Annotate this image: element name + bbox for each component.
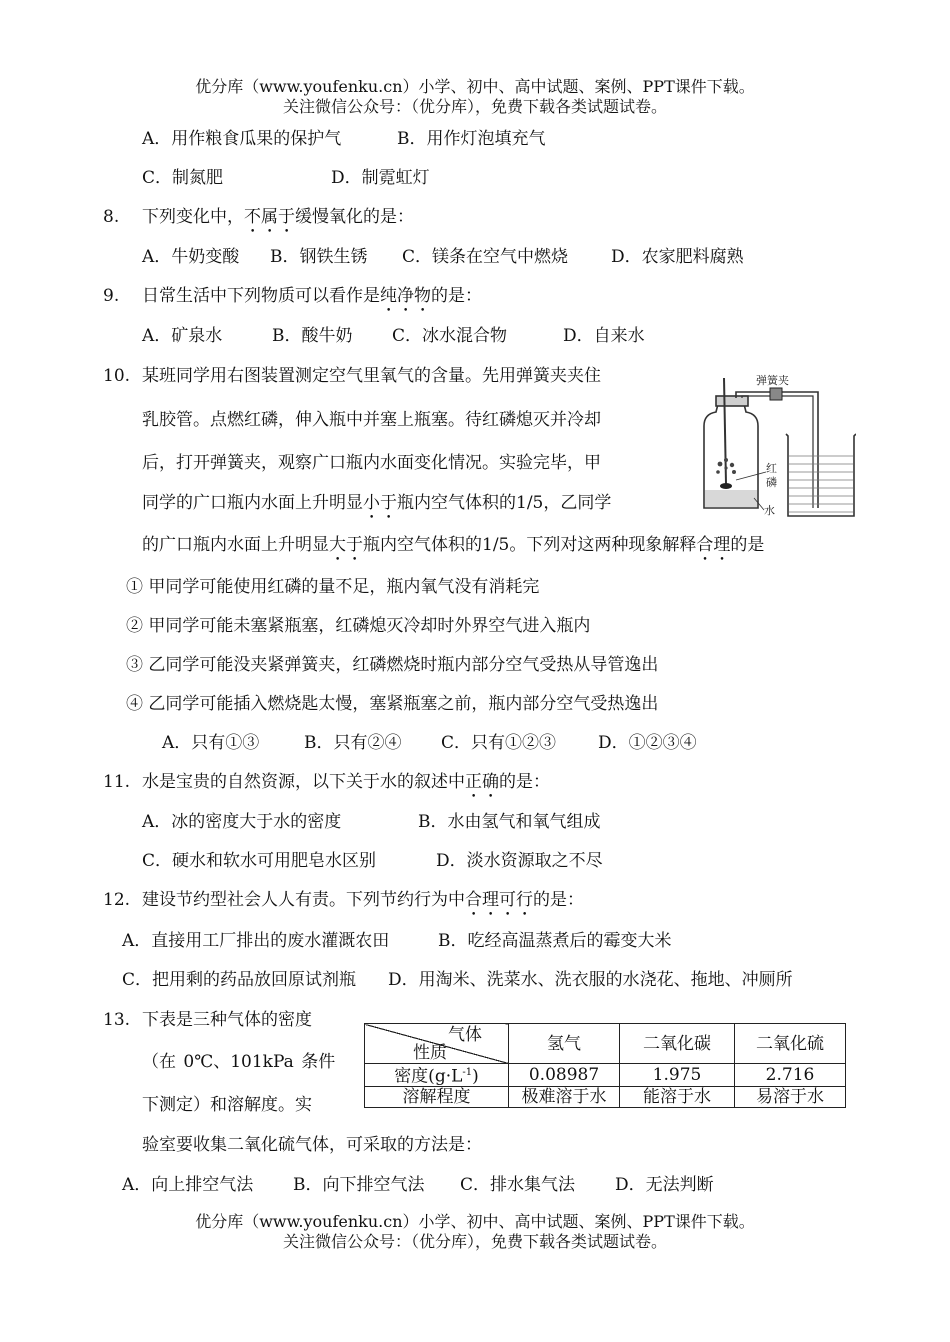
header-line-2: 关注微信公众号：（优分库），免费下载各类试题试卷。 <box>282 97 667 116</box>
q13-option-b: B．向下排空气法 <box>293 1175 425 1195</box>
q13-option-a: A．向上排空气法 <box>122 1175 254 1195</box>
q10-option-b: B．只有②④ <box>304 733 402 753</box>
q11-emphasis: 正确 <box>465 772 499 792</box>
q12-option-c: C．把用剩的药品放回原试剂瓶 <box>122 970 357 990</box>
footer-line-2: 关注微信公众号：（优分库），免费下载各类试题试卷。 <box>282 1232 667 1251</box>
table-row-density <box>365 1064 846 1087</box>
q9-number: 9. <box>103 286 120 306</box>
q11-number: 11. <box>103 772 131 792</box>
spring-clip <box>770 388 782 400</box>
q10-line-4: 同学的广口瓶内水面上升明显小于瓶内空气体积的1/5，乙同学 <box>142 493 612 513</box>
solubility-label: 溶解程度 <box>365 1086 509 1107</box>
q10-number: 10. <box>103 366 131 386</box>
q8-option-a: A．牛奶变酸 <box>142 247 240 267</box>
q8-option-b: B．钢铁生锈 <box>270 247 368 267</box>
q10-line-3: 后，打开弹簧夹，观察广口瓶内水面变化情况。实验完毕，甲 <box>142 453 601 473</box>
q10-emphasis-reasonable: 合理 <box>696 535 731 555</box>
footer-line-1: 优分库（www.youfenku.cn）小学、初中、高中试题、案例、PPT课件下载。 <box>195 1212 755 1231</box>
q8-emphasis: 不属于 <box>244 207 295 227</box>
gas-property-table <box>364 1023 846 1108</box>
q13-line-3: 下测定）和溶解度。实 <box>142 1095 312 1115</box>
gas-name-co2: 二氧化碳 <box>620 1024 735 1064</box>
q13-line-1: 下表是三种气体的密度 <box>142 1010 312 1030</box>
density-label: 密度$(g\cdot L^{-1})$ <box>365 1064 509 1087</box>
jar-water <box>705 490 757 507</box>
q11-option-c: C．硬水和软水可用肥皂水区别 <box>142 851 377 871</box>
q10-statement-3: ③ 乙同学可能没夹紧弹簧夹，红磷燃烧时瓶内部分空气受热从导管逸出 <box>126 655 659 675</box>
table-row-solubility <box>365 1086 846 1107</box>
corner-property-label: 性质 <box>413 1042 447 1063</box>
q11-option-b: B．水由氢气和氧气组成 <box>418 812 601 832</box>
q8-stem: 下列变化中，不属于缓慢氧化的是： <box>142 207 414 227</box>
apparatus-diagram <box>696 368 856 518</box>
q8-number: 8. <box>103 207 120 227</box>
label-red: 红 <box>766 462 777 475</box>
q10-option-d: D．①②③④ <box>598 733 697 753</box>
q12-emphasis: 合理可行 <box>465 890 533 910</box>
q13-number: 13. <box>103 1010 131 1030</box>
corner-gas-label: 气体 <box>448 1024 482 1045</box>
q12-stem: 建设节约型社会人人有责。下列节约行为中合理可行的是： <box>142 890 584 910</box>
q8-option-d: D．农家肥料腐熟 <box>611 247 744 267</box>
density-co2: 1.975 <box>620 1064 735 1087</box>
table-header-row <box>365 1024 846 1064</box>
solubility-hydrogen: 极难溶于水 <box>509 1086 620 1107</box>
q7-option-a: A．用作粮食瓜果的保护气 <box>142 129 342 149</box>
solubility-so2: 易溶于水 <box>735 1086 846 1107</box>
q10-option-a: A．只有①③ <box>162 733 260 753</box>
q10-line-2: 乳胶管。点燃红磷，伸入瓶中并塞上瓶塞。待红磷熄灭并冷却 <box>142 410 601 430</box>
q13-line-2: （在 0℃、101kPa 条件 <box>142 1052 336 1072</box>
q10-emphasis-more: 大于 <box>329 535 363 555</box>
q13-option-c: C．排水集气法 <box>460 1175 576 1195</box>
q7-option-c: C．制氮肥 <box>142 168 224 188</box>
q9-stem: 日常生活中下列物质可以看作是纯净物的是： <box>142 286 482 306</box>
q11-option-d: D．淡水资源取之不尽 <box>436 851 603 871</box>
q9-option-a: A．矿泉水 <box>142 326 223 346</box>
table-corner-cell <box>365 1024 509 1064</box>
header-line-1: 优分库（www.youfenku.cn）小学、初中、高中试题、案例、PPT课件下载。 <box>195 77 755 96</box>
q10-statement-4: ④ 乙同学可能插入燃烧匙太慢，塞紧瓶塞之前，瓶内部分空气受热逸出 <box>126 694 659 714</box>
q10-statement-1: ① 甲同学可能使用红磷的量不足，瓶内氧气没有消耗完 <box>126 577 540 597</box>
label-phosphorus: 磷 <box>766 476 777 489</box>
q12-option-b: B．吃经高温蒸煮后的霉变大米 <box>438 931 672 951</box>
q7-option-b: B．用作灯泡填充气 <box>397 129 546 149</box>
q9-emphasis: 纯净物 <box>380 286 431 306</box>
gas-name-hydrogen: 氢气 <box>509 1024 620 1064</box>
q9-option-d: D．自来水 <box>563 326 645 346</box>
gas-name-so2: 二氧化硫 <box>735 1024 846 1064</box>
label-spring-clip: 弹簧夹 <box>756 374 789 387</box>
q9-option-b: B．酸牛奶 <box>272 326 353 346</box>
q11-stem: 水是宝贵的自然资源，以下关于水的叙述中正确的是： <box>142 772 550 792</box>
q10-statement-2: ② 甲同学可能未塞紧瓶塞，红磷熄灭冷却时外界空气进入瓶内 <box>126 616 591 636</box>
q10-line-5: 的广口瓶内水面上升明显大于瓶内空气体积的1/5。下列对这两种现象解释合理的是 <box>142 535 765 555</box>
density-so2: 2.716 <box>735 1064 846 1087</box>
solubility-co2: 能溶于水 <box>620 1086 735 1107</box>
q12-option-d: D．用淘米、洗菜水、洗衣服的水浇花、拖地、冲厕所 <box>388 970 793 990</box>
q12-number: 12. <box>103 890 131 910</box>
label-water: 水 <box>764 504 775 517</box>
q13-line-4: 验室要收集二氧化硫气体，可采取的方法是： <box>142 1135 482 1155</box>
q9-option-c: C．冰水混合物 <box>392 326 508 346</box>
beaker-water <box>789 456 853 512</box>
q11-option-a: A．冰的密度大于水的密度 <box>142 812 342 832</box>
density-hydrogen: 0.08987 <box>509 1064 620 1087</box>
q10-emphasis-less: 小于 <box>363 493 397 513</box>
q8-option-c: C．镁条在空气中燃烧 <box>402 247 569 267</box>
q10-line-1: 某班同学用右图装置测定空气里氧气的含量。先用弹簧夹夹住 <box>142 366 601 386</box>
q7-option-d: D．制霓虹灯 <box>331 168 430 188</box>
q13-option-d: D．无法判断 <box>615 1175 714 1195</box>
q12-option-a: A．直接用工厂排出的废水灌溉农田 <box>122 931 390 951</box>
q10-option-c: C．只有①②③ <box>441 733 557 753</box>
